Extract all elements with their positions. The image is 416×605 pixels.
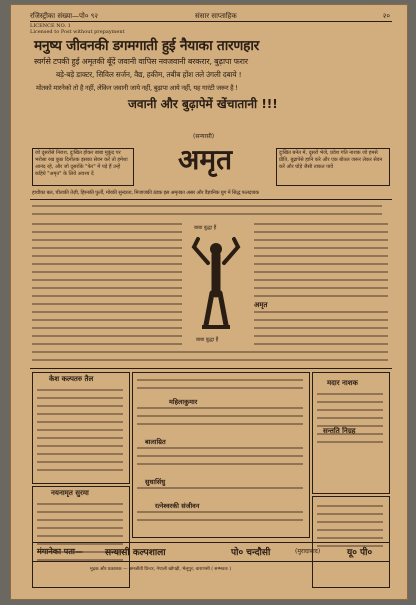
headline-main: मनुष्य जीवनकी डगमगाती हुई नैयाका तारणहार [34,38,260,54]
tagline: हाथीका बल, चीताकी तेज़ी, हिरनकी फुर्ती, मोरकी सुन्दरता, मिजाजकी ठंडक इस अमृतका असर और वैज्ञानिक युग में सिद्ध फलदायक [32,190,259,196]
ratna-title: रत्नेश्वरकी संजीवन [155,502,200,510]
hair-oil-section [32,372,130,484]
nayan-section [32,486,130,588]
headline-doctors: बड़े-बड़े डाक्टर, सिविल सर्जन, वैद्य, हकीम, तबीब होंश तले उंगली दबाये ! [56,70,242,79]
post-office: पो० चन्दौसी [231,548,271,558]
printer-line: मुद्रक और प्रकाशक — श्रमजीवी प्रिन्टर, नेपाली खोपड़ी, भेलूपुर, वाराणसी ( सम्भवतः ) [90,567,232,572]
licence-note: Licensed to Post without prepayment [30,29,125,35]
middle-section [132,372,310,538]
company-name: सन्यासी कल्पशाला [105,548,166,558]
order-address-band [32,542,390,562]
product-prefix: (सन्यासी) [193,133,215,140]
nayan-title: नयनामृत सुरमा [51,489,89,497]
amrit-price-heading: अमृत [254,301,268,309]
headline-guarantee: मोतको मारनेको तो है नहीं, लेकिन जवानी जाये नहीं, बुढ़ापा आये नहीं, यह गारंटी जरूर है ! [36,84,238,92]
hair-oil-title: केश कल्पतरु तैल [49,375,94,383]
product-name: अमृत [178,143,233,176]
state: यू० पी० [347,548,373,558]
section-rule [30,368,392,369]
side-box-right [276,148,390,186]
figure-caption-top: बाबा बुद्धा हैं [194,225,217,231]
district: (मुरादाबाद) [295,548,321,555]
tagline-rule [30,199,392,200]
registration-number: रजिस्ट्रीका संख्या—पो० ९२ [30,12,98,20]
figure-caption-bottom: बाबा बुद्धा हैं [196,337,219,343]
madar-title: मदार नाशक [327,379,358,387]
headline-subline: स्वर्गसे टपकी हुई अमृतकी बूँदें जवानी वापिस नवजवानी बरकरार, बुढ़ापा फरार [34,57,248,66]
side-box-left-text: जो दूसरोंसे निराश, दुःखित होकर बाबा मुकुंद पर भरोसा रख कुछ दिनोंतक इसका सेवन करें तो हमेशा आनंद रहे, और जो दूसरोंके "फेर" में पड़े हैं उन्हें कहिये "अमृत" के लिये अवश्य दें [35,150,128,177]
licence-number: LICENCE NO. 1 [30,23,71,29]
side-box-right-text: दुःखित बनेत में, दूसरों भेजें, प्रवेश गति नाशक जो हमसे प्रीति, बुढ़ापेसे हानि करे और एक बोतल जरूर लेकर सेवन करें और घोड़े जैसी ताकत पावें [279,150,383,170]
header-rule [30,21,392,22]
santati-title: सन्तति निग्रह [323,427,356,435]
headline-youth-age: जवानी और बुढ़ापेमें खेंचातानी !!! [128,97,278,111]
page-number: २० [382,12,390,20]
mahila-title: महिलाकुमार [169,398,198,406]
publication-name: संसार साप्ताहिक [195,12,237,20]
balanti-title: बालाम्रित [145,438,166,446]
sudha-title: सुधासिंधु [145,478,166,486]
order-label: मंगानेका पता— [37,547,83,556]
newspaper-page [10,4,408,600]
strongman-figure-icon [186,233,246,343]
strongman-figure [186,223,246,347]
side-box-left [32,148,134,186]
licence-block [30,23,125,35]
